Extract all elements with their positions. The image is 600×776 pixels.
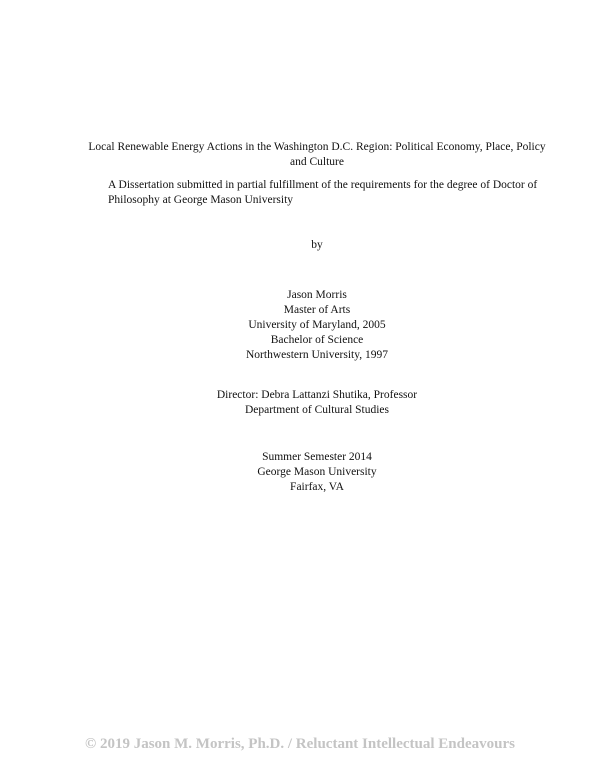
author-institution-masters: University of Maryland, 2005: [248, 319, 386, 331]
author-degree-bachelors: Bachelor of Science: [270, 334, 364, 346]
director-line: Director: Debra Lattanzi Shutika, Professor: [216, 389, 418, 401]
author-degree-masters: Master of Arts: [283, 304, 351, 316]
author-block: [0, 288, 600, 363]
author-name: Jason Morris: [287, 289, 347, 301]
by-text: by: [311, 239, 323, 251]
director-block: [0, 388, 600, 418]
semester-term: Summer Semester 2014: [262, 451, 372, 463]
degree-statement: A Dissertation submitted in partial fulfillment of the requirements for the degree of Doctor of Philosophy at George Mason University: [108, 179, 538, 206]
by-line: [0, 238, 600, 253]
semester-block: [0, 450, 600, 495]
director-department: Department of Cultural Studies: [244, 404, 390, 416]
semester-university: George Mason University: [257, 466, 377, 478]
copyright-watermark: © 2019 Jason M. Morris, Ph.D. / Reluctant Intellectual Endeavours: [85, 736, 515, 752]
author-institution-bachelors: Northwestern University, 1997: [245, 349, 389, 361]
semester-location: Fairfax, VA: [290, 481, 344, 493]
dissertation-title: Local Renewable Energy Actions in the Washington D.C. Region: Political Economy, Place, Policy and Culture: [88, 141, 546, 168]
